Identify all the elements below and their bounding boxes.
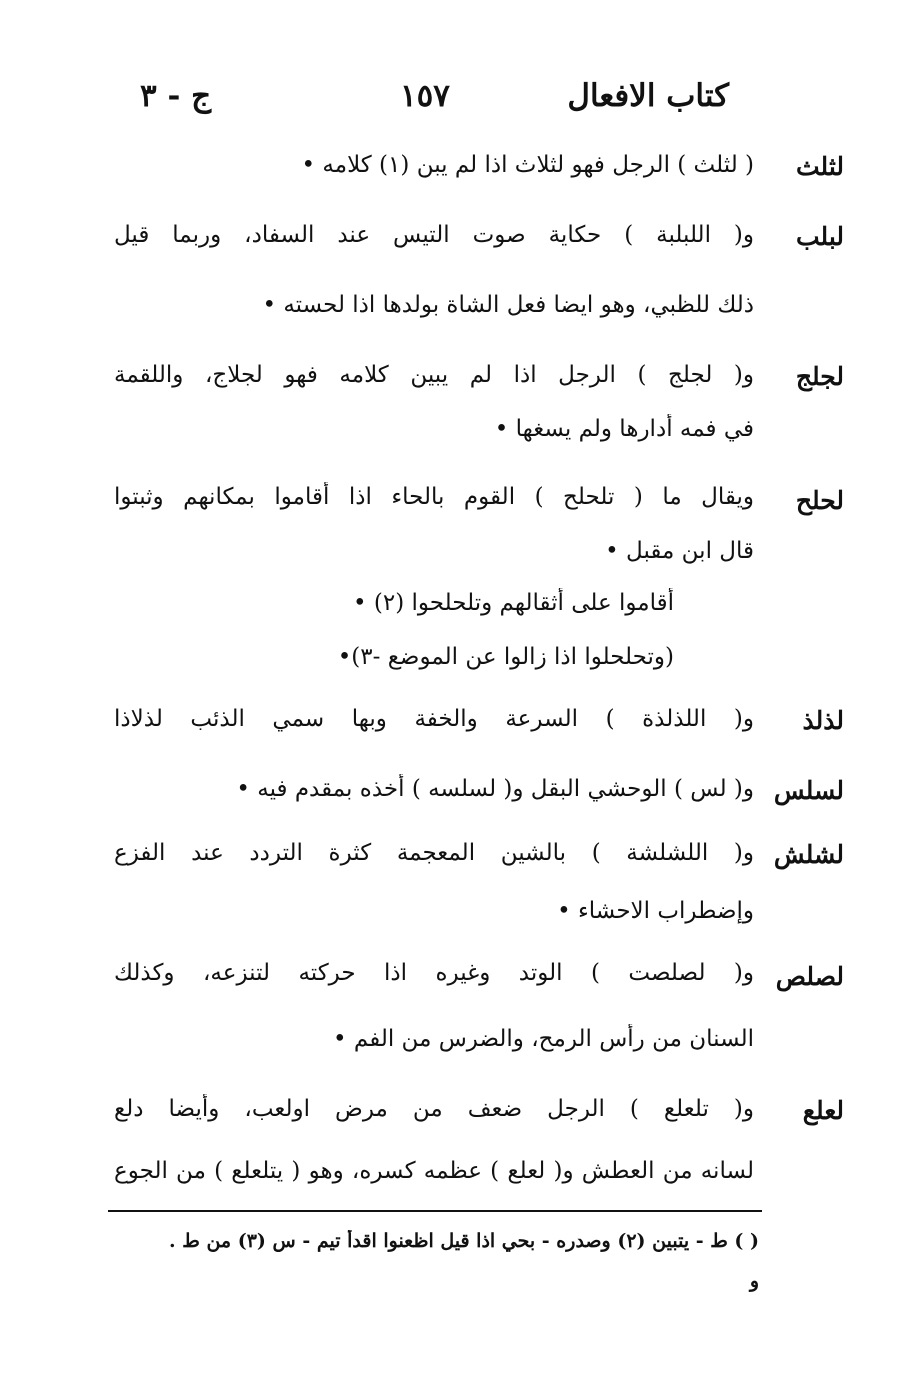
headword: لصلص (775, 962, 844, 991)
verse-line: (وتحلحلوا اذا زالوا عن الموضع -٣)• (337, 644, 674, 670)
entry-line: و( اللذلذة ) السرعة والخفة وبها سمي الذئب لذلاذا (114, 706, 754, 732)
headword: لحلح (795, 486, 844, 515)
headword: لذلذ (802, 706, 844, 735)
headword: لبلب (796, 222, 844, 251)
entry-line: و( اللبلبة ) حكاية صوت التيس عند السفاد، وربما قيل (114, 222, 754, 248)
entry-line: و( تلعلع ) الرجل ضعف من مرض اولعب، وأيضا دلع (114, 1096, 754, 1122)
entry-line: السنان من رأس الرمح، والضرس من الفم • (333, 1026, 754, 1052)
entry-line: وإضطراب الاحشاء • (557, 898, 754, 924)
entry-line: و( لصلصت ) الوتد وغيره اذا حركته لتنزعه، وكذلك (114, 960, 754, 986)
headword: لثلث (796, 152, 844, 181)
footnote-line: و (749, 1270, 759, 1292)
entry-line: في فمه أدارها ولم يسغها • (494, 416, 754, 442)
headword: لجلج (795, 362, 844, 391)
entry-line: ذلك للظبي، وهو ايضا فعل الشاة بولدها اذا لحسته • (262, 292, 754, 318)
part-number: ج - ٣ (140, 78, 212, 114)
headword: لشلش (773, 840, 844, 869)
entry-line: ( لثلث ) الرجل فهو لثلاث اذا لم يبن (١) كلامه • (301, 152, 754, 178)
entry-line: قال ابن مقبل • (605, 538, 754, 564)
running-title: كتاب الافعال (567, 78, 729, 114)
headword: لعلع (802, 1096, 844, 1125)
entry-line: و( لجلج ) الرجل اذا لم يبين كلامه فهو لجلاج، واللقمة (114, 362, 754, 388)
entry-line: و( لس ) الوحشي البقل و( لسلسه ) أخذه بمقدم فيه • (236, 776, 754, 802)
entry-line: لسانه من العطش و( لعلع ) عظمه كسره، وهو ( يتلعلع ) من الجوع (114, 1158, 754, 1184)
headword: لسلس (773, 776, 844, 805)
entry-line: ويقال ما ( تلحلح ) القوم بالحاء اذا أقاموا بمكانهم وثبتوا (114, 484, 754, 510)
verse-line: أقاموا على أثقالهم وتلحلحوا (٢) • (353, 590, 674, 616)
page-number: ١٥٧ (400, 78, 450, 114)
entry-line: و( اللشلشة ) بالشين المعجمة كثرة التردد عند الفزع (114, 840, 754, 866)
footnote-rule (108, 1210, 762, 1212)
footnote-line: ( ) ط - يتبين (٢) وصدره - بحي اذا قيل اظعنوا اقدأ تيم - س (٣) من ط . (169, 1230, 759, 1252)
